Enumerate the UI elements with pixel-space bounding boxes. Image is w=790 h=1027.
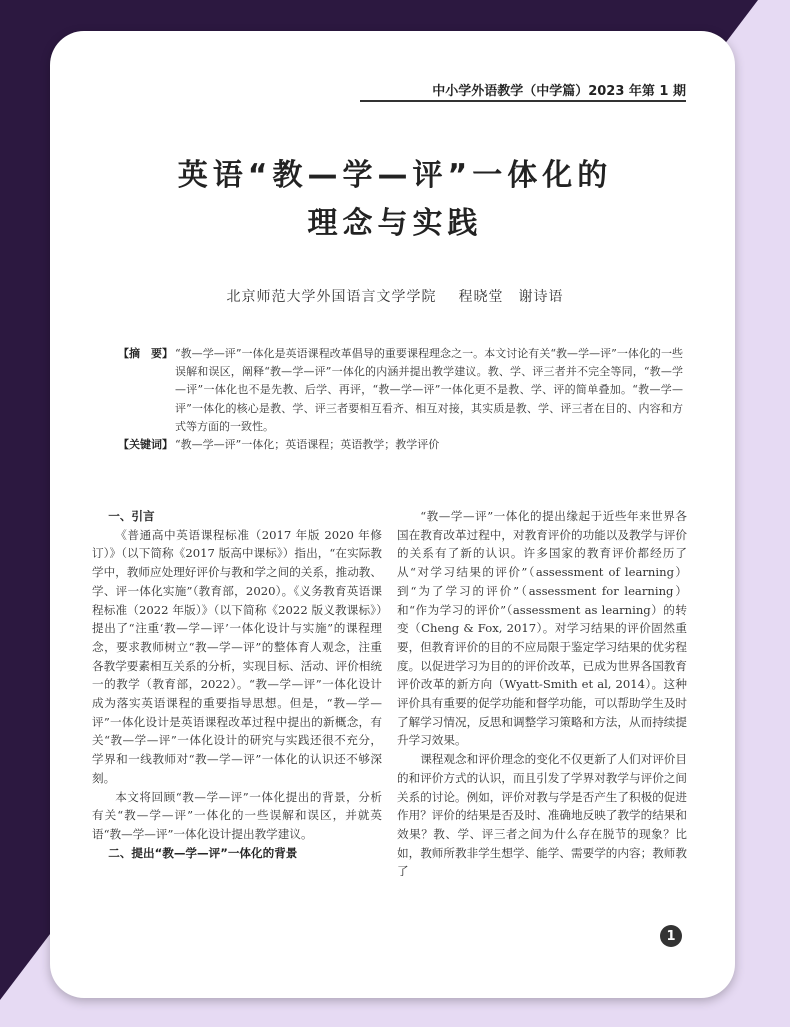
keywords-label: 【关键词】 — [118, 438, 173, 452]
author-names: 程晓堂 谢诗语 — [458, 289, 564, 305]
abstract-label: 【摘 要】 — [118, 347, 173, 360]
article-title-line-1: 英语“教—学—评”一体化的 — [177, 158, 613, 193]
author-line — [0, 286, 790, 306]
abstract-row — [118, 345, 683, 436]
section-heading-background: 二、提出“教—学—评”一体化的背景 — [108, 845, 298, 860]
article-title-line-2: 理念与实践 — [307, 206, 483, 241]
paragraph: 课程观念和评价理念的变化不仅更新了人们对评价目的和评价方式的认识，而且引发了学界对教学与评价之间关系的讨论。例如，评价对教与学是否产生了积极的促进作用？评价的结果是否及时、准确地反映了教学的结果和效果？教、学、评三者之间为什么存在脱节的现象？比如，教师所教非学生想学、能学、需要学的内容；教师教了 — [397, 752, 687, 879]
header-rule — [360, 100, 686, 102]
paragraph: 《普通高中英语课程标准（2017 年版 2020 年修订）》（以下简称《2017 版高中课标》）指出，“在实际教学中，教师应处理好评价与教和学之间的关系，推动教、学、评一体化实施”（教育部，2020）。《义务教育英语课程标准（2022 年版）》（以下简称《2022 版义教课标》）提出了“注重‘教—学—评’一体化设计与实施”的课程理念，要求教师树立“教—学—评”的整体育人观念，注重各教学要素相互关系的分析，实现目标、活动、评价相统一的教学（教育部，2022）。“教—学—评”一体化设计成为落实英语课程的重要指导思想。但是，“教—学—评”一体化设计是英语课程改革过程中提出的新概念，有关“教—学—评”一体化设计的研究与实践还很不充分，学界和一线教师对“教—学—评”一体化的认识还不够深刻。 — [92, 527, 382, 785]
affiliation: 北京师范大学外国语言文学学院 — [226, 289, 437, 305]
left-column — [92, 507, 382, 862]
paragraph: “教—学—评”一体化的提出缘起于近些年来世界各国在教育改革过程中，对教育评价的功能以及教学与评价的关系有了新的认识。许多国家的教育评价都经历了从“对学习结果的评价”（assessment of learning）到“为了学习的评价”（assessment for learning）和“作为学习的评价”（assessment as learning）的转变（Cheng & Fox, 2017）。对学习结果的评价固然重要，但教育评价的目的不应局限于鉴定学习结果的优劣程度。以促进学习为目的的评价改革，已成为世界各国教育评价改革的新方向（Wyatt-Smith et al, 2014）。这种评价具有重要的促学功能和督学功能，可以帮助学生及时了解学习情况，反思和调整学习策略和方法，从而持续提升学习效果。 — [397, 509, 687, 748]
right-column — [397, 507, 687, 881]
section-heading-introduction: 一、引言 — [108, 509, 155, 523]
page-number-badge: 1 — [660, 925, 682, 947]
paragraph: 本文将回顾“教—学—评”一体化提出的背景，分析有关“教—学—评”一体化的一些误解和误区，并就英语“教—学—评”一体化设计提出教学建议。 — [92, 789, 382, 841]
journal-header: 中小学外语教学（中学篇）2023 年第 1 期 — [432, 84, 686, 99]
abstract-text: “教—学—评”一体化是英语课程改革倡导的重要课程理念之一。本文讨论有关“教—学—评”一体化的一些误解和误区，阐释“教—学—评”一体化的内涵并提出教学建议。教、学、评三者并不完全等同，“教—学—评”一体化也不是先教、后学、再评，“教—学—评”一体化更不是教、学、评的简单叠加。“教—学—评”一体化的核心是教、学、评三者要相互看齐、相互对接，其实质是教、学、评三者在目的、内容和方式等方面的一致性。 — [175, 347, 683, 433]
abstract-block — [118, 345, 683, 454]
keywords-text: “教—学—评”一体化；英语课程；英语教学；教学评价 — [175, 438, 440, 452]
keywords-row — [118, 436, 683, 454]
